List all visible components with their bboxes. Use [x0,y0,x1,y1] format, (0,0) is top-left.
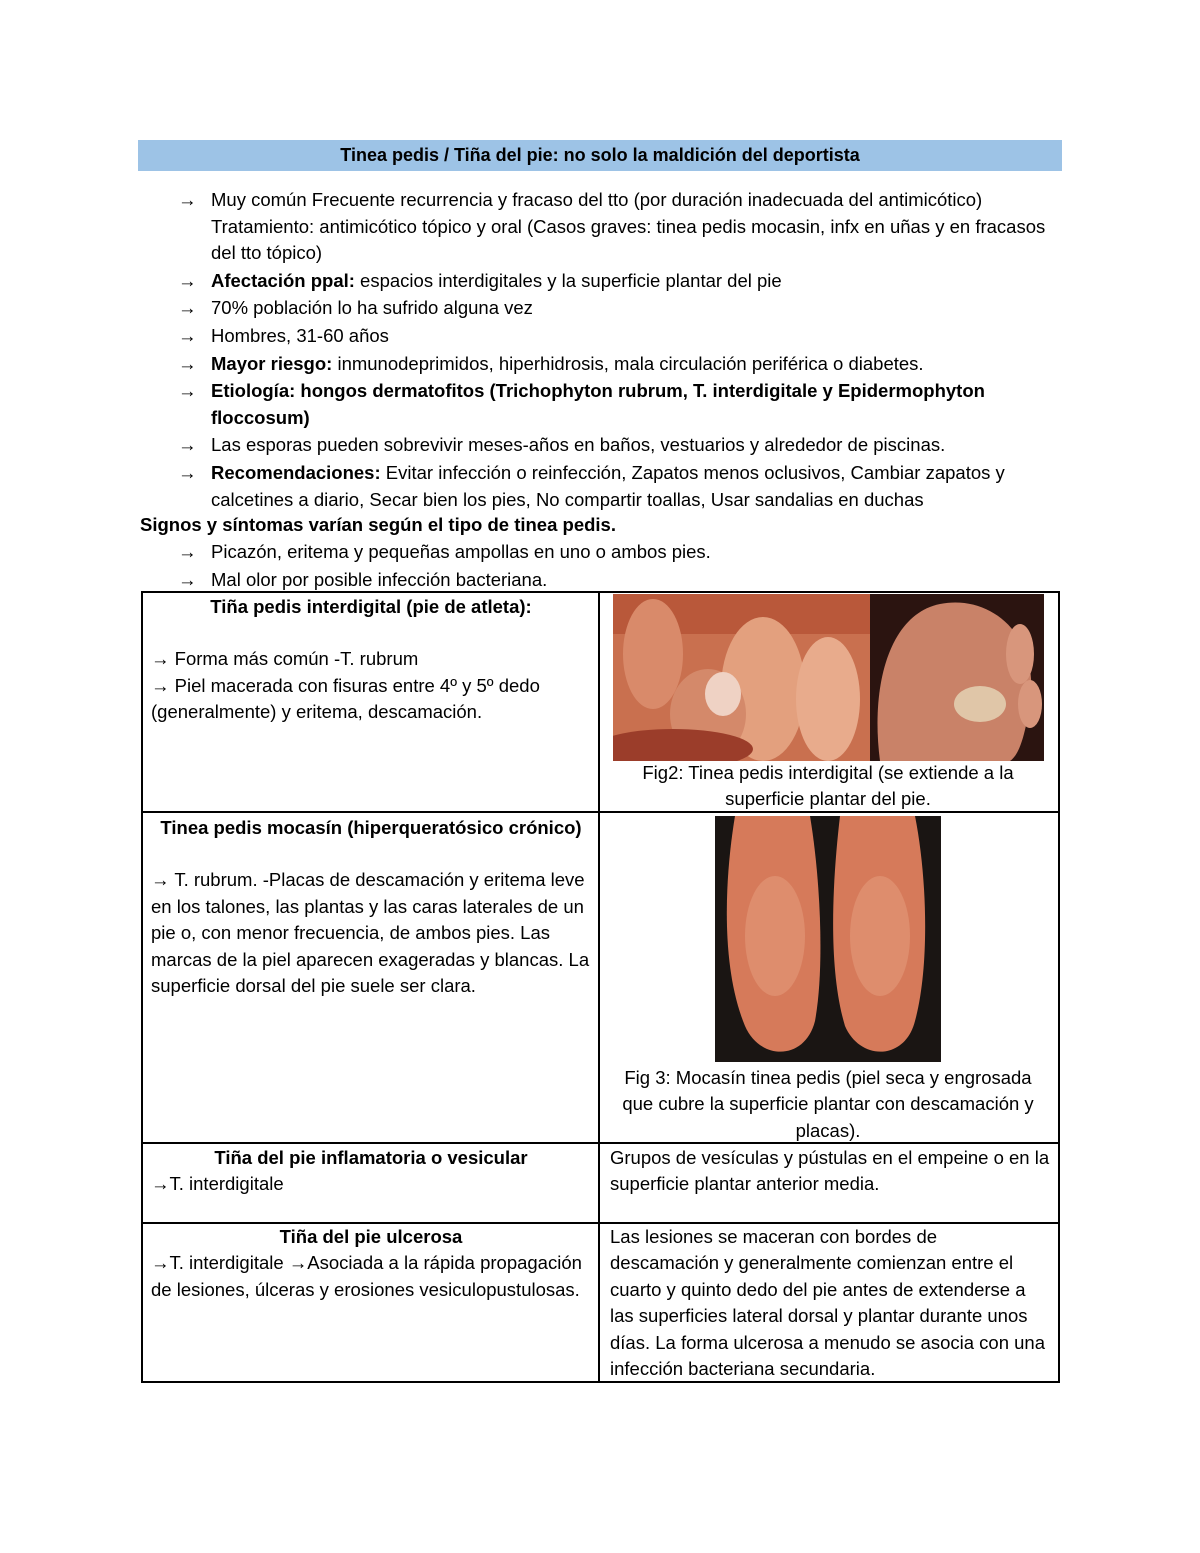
list-item [140,187,1060,267]
arrow-icon: → [178,324,197,346]
bullet-label: Recomendaciones: [211,461,381,483]
table-border [141,591,143,1383]
arrow-icon: → [178,541,197,562]
figure-2-caption: Fig2: Tinea pedis interdigital (se extiende a la superficie plantar del pie. [642,762,1014,810]
row-line: → T. rubrum. -Placas de descamación y eritema leve en los talones, las plantas y las caras laterales de un pie o, con menor frecuencia, de ambos pies. Las marcas de la piel aparecen exageradas y blancas. La superficie dorsal del pie suele ser clara. [151,869,590,997]
row-line: →T. interdigitale [151,1173,284,1195]
bullet-text: Picazón, eritema y pequeñas ampollas en uno o ambos pies. [211,541,711,562]
bullet-text: inmunodeprimidos, hiperhidrosis, mala circulación periférica o diabetes. [332,352,924,374]
row-ulcerative-description [151,1224,591,1303]
row-line: → Forma más común -T. rubrum [151,648,419,670]
row-vesicular-description [151,1145,591,1198]
list-item [140,539,1060,566]
list-item [140,295,1060,322]
list-item [140,268,1060,295]
arrow-icon: → [151,869,170,891]
table-border [1058,591,1060,1383]
bullet-label: Afectación ppal: [211,269,355,291]
bullet-label: Mayor riesgo: [211,352,333,374]
row-heading: Tiña pedis interdigital (pie de atleta): [210,596,532,617]
row-moccasin-description [151,815,591,999]
arrow-icon: → [178,568,197,590]
bullet-text: Las esporas pueden sobrevivir meses-años en baños, vestuarios y alrededor de piscinas. [211,434,946,456]
list-item [140,378,1060,431]
row-line: → Piel macerada con fisuras entre 4º y 5º dedo (generalmente) y eritema, descamación. [151,674,540,723]
list-item [140,460,1060,513]
list-item [140,567,1060,594]
arrow-icon: → [178,297,197,319]
arrow-icon: → [178,269,197,291]
arrow-icon: → [178,352,197,374]
bullet-text: 70% población lo ha sufrido alguna vez [211,297,533,319]
tinea-types-table [141,591,1060,1383]
bullet-text: Hombres, 31-60 años [211,324,389,346]
interdigital-photo-1 [613,594,870,761]
arrow-icon: → [178,189,197,210]
page-title: Tinea pedis / Tiña del pie: no solo la maldición del deportista [138,140,1062,171]
bullet-text: Etiología: hongos dermatofitos (Trichophyton rubrum, T. interdigitale y Epidermophyton floccosum) [211,380,985,428]
row-vesicular-detail: Grupos de vesículas y pústulas en el empeine o en la superficie plantar anterior media. [610,1147,1050,1195]
row-heading: Tinea pedis mocasín (hiperqueratósico crónico) [160,817,582,838]
row-heading: Tiña del pie ulcerosa [279,1226,463,1247]
bullet-text: Evitar infección o reinfección, Zapatos menos oclusivos, Cambiar zapatos y calcetines a diario, Secar bien los pies, No compartir toallas, Usar sandalias en duchas [211,461,1005,510]
moccasin-photo [715,816,941,1062]
list-item [140,351,1060,378]
arrow-icon: → [151,1252,170,1274]
arrow-icon: → [151,648,170,670]
arrow-icon: → [178,461,197,483]
bullet-text: Mal olor por posible infección bacteriana. [211,568,548,590]
arrow-icon: → [151,674,170,696]
arrow-icon: → [288,1252,308,1274]
signs-list [140,539,1060,594]
row-interdigital-description [151,594,591,726]
arrow-icon: → [151,1173,170,1195]
table-border [598,591,600,1383]
row-line: →T. interdigitale →Asociada a la rápida propagación de lesiones, úlceras y erosiones vesiculopustulosas. [151,1252,582,1300]
list-item [140,323,1060,350]
arrow-icon: → [178,434,197,456]
table-border [141,591,1060,593]
bullet-text: espacios interdigitales y la superficie plantar del pie [354,269,782,291]
key-facts-list [140,187,1060,514]
signs-heading: Signos y síntomas varían según el tipo de tinea pedis. [140,514,616,535]
row-heading: Tiña del pie inflamatoria o vesicular [214,1147,528,1168]
bullet-text: Muy común Frecuente recurrencia y fracaso del tto (por duración inadecuada del antimicótico) Tratamiento: antimicótico tópico y oral (Casos graves: tinea pedis mocasin, infx en uñas y en fracasos del tto tópico) [211,189,1046,264]
list-item [140,432,1060,459]
row-ulcerative-detail: Las lesiones se maceran con bordes de descamación y generalmente comienzan entre el cuarto y quinto dedo del pie antes de extenderse a las superficies lateral dorsal y plantar durante unos días. La forma ulcerosa a menudo se asocia con una infección bacteriana secundaria. [610,1226,1046,1380]
arrow-icon: → [178,380,197,402]
figure-3-caption: Fig 3: Mocasín tinea pedis (piel seca y engrosada que cubre la superficie plantar con descamación y placas). [622,1067,1034,1141]
interdigital-photo-2 [870,594,1044,761]
